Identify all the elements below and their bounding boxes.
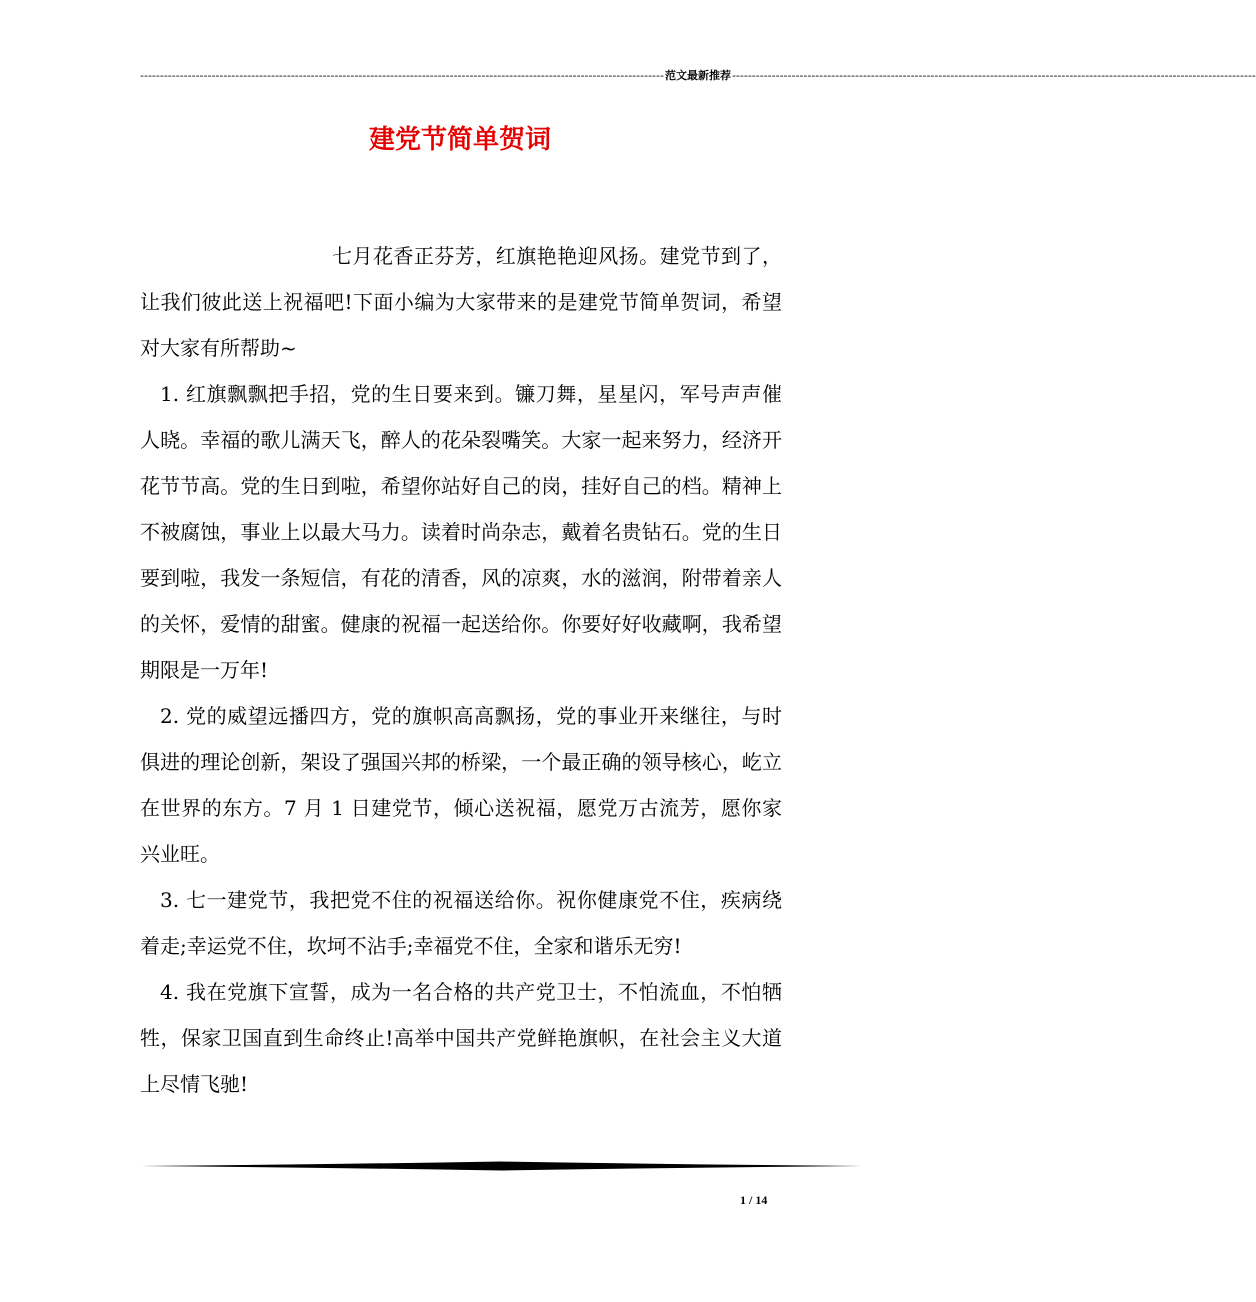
page-number: 1 / 14 [740,1193,768,1207]
document-body [140,233,782,1107]
header-dashes-left: ------------------------------------------------------------------------------------------------------------------------------------ [140,69,664,82]
list-item: 4. 我在党旗下宣誓，成为一名合格的共产党卫士，不怕流血，不怕牺牲，保家卫国直到生命终止!高举中国共产党鲜艳旗帜，在社会主义大道上尽情飞驰! [140,980,782,1096]
list-item: 2. 党的威望远播四方，党的旗帜高高飘扬，党的事业开来继往，与时俱进的理论创新，架设了强国兴邦的桥梁，一个最正确的领导核心，屹立在世界的东方。7 月 1 日建党节，倾心送祝福，愿党万古流芳，愿你家兴业旺。 [140,704,782,866]
intro-paragraph: 七月花香正芬芳，红旗艳艳迎风扬。建党节到了，让我们彼此送上祝福吧!下面小编为大家带来的是建党节简单贺词，希望对大家有所帮助~ [140,244,782,360]
page-header [140,68,1256,84]
footer-rule [140,1160,862,1172]
list-item: 3. 七一建党节，我把党不住的祝福送给你。祝你健康党不住，疾病绕着走;幸运党不住，坎坷不沾手;幸福党不住，全家和谐乐无穷! [140,888,782,958]
header-dashes-right: ------------------------------------------------------------------------------------------------------------------------------------ [731,69,1256,82]
header-label: 范文最新推荐 [664,69,731,82]
document-title: 建党节简单贺词 [368,125,551,155]
list-item: 1. 红旗飘飘把手招，党的生日要来到。镰刀舞，星星闪，军号声声催人晓。幸福的歌儿满天飞，醉人的花朵裂嘴笑。大家一起来努力，经济开花节节高。党的生日到啦，希望你站好自己的岗，挂好自己的档。精神上不被腐蚀，事业上以最大马力。读着时尚杂志，戴着名贵钻石。党的生日要到啦，我发一条短信，有花的清香，风的凉爽，水的滋润，附带着亲人的关怀，爱情的甜蜜。健康的祝福一起送给你。你要好好收藏啊，我希望期限是一万年! [140,382,782,682]
